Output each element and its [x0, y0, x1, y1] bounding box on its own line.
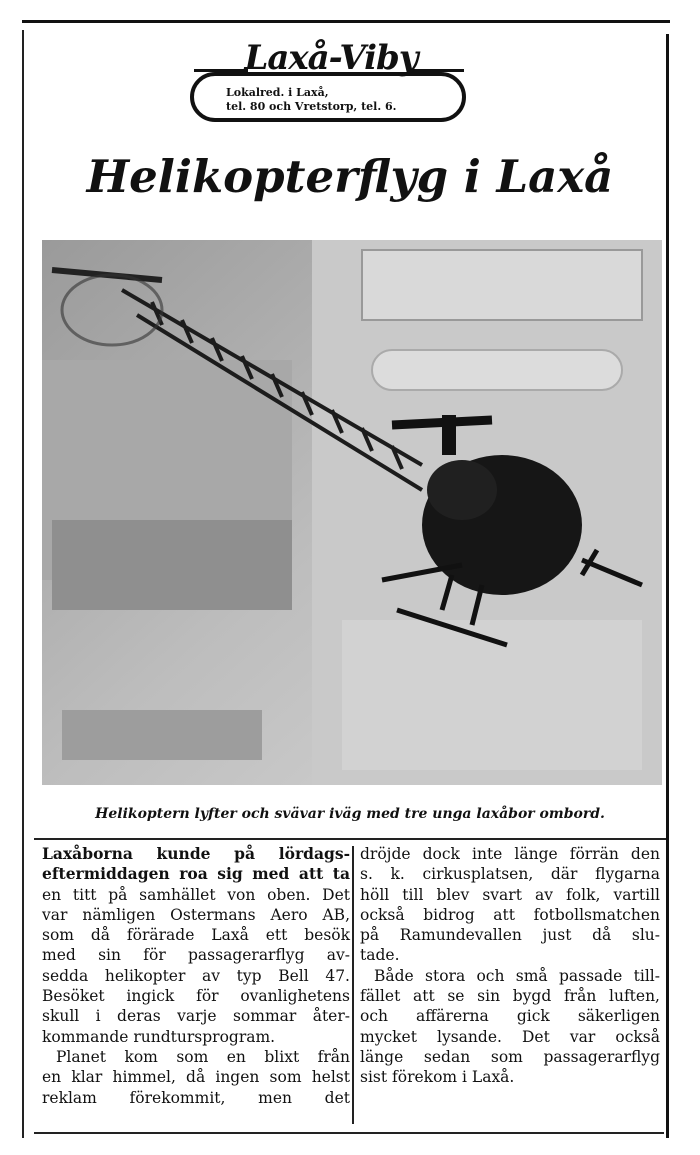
article-line: också bidrog att fotbollsmatchen: [360, 905, 660, 924]
headline: Helikopterflyg i Laxå: [86, 150, 614, 203]
article-line: tade.: [360, 946, 400, 965]
masthead-contact-line-1: Lokalred. i Laxå,: [226, 86, 329, 99]
article-line: med sin för passagerarflyg av-: [42, 946, 350, 965]
article-line: sist förekom i Laxå.: [360, 1068, 515, 1087]
article-line: och affärerna gick säkerligen: [360, 1007, 660, 1026]
article-line: Både stora och små passade till-: [374, 966, 660, 985]
article-line: sedda helikopter av typ Bell 47.: [42, 966, 350, 985]
article-line: Planet kom som en blixt från: [56, 1047, 350, 1066]
article-line: som då förärade Laxå ett besök: [42, 926, 350, 945]
article-line: eftermiddagen roa sig med att ta: [42, 864, 350, 884]
article-line: dröjde dock inte länge förrän den: [360, 845, 660, 863]
frame-bottom-rule: [34, 1132, 664, 1134]
helicopter-photo: [42, 240, 662, 785]
article-line: skull i deras varje sommar åter-: [42, 1007, 350, 1026]
article-line: s. k. cirkusplatsen, där flygarna: [360, 865, 660, 884]
article-line: var nämligen Ostermans Aero AB,: [42, 905, 350, 924]
column-divider: [352, 846, 354, 1124]
frame-top-rule: [22, 20, 670, 23]
article-line: Laxåborna kunde på lördags-: [42, 844, 350, 863]
article-column-right: [360, 844, 660, 1088]
article-line: fället att se sin bygd från luften,: [360, 987, 660, 1006]
article-line: mycket lysande. Det var också: [360, 1027, 660, 1046]
section-masthead: [190, 38, 472, 128]
article-line: på Ramundevallen just då slu-: [360, 926, 660, 945]
article-line: kommande rundtursprogram.: [42, 1027, 276, 1046]
article-line: Besöket ingick för ovanlighetens: [42, 987, 350, 1006]
article-column-left: [42, 844, 350, 1108]
caption-rule: [34, 838, 666, 840]
article-line: länge sedan som passagerarflyg: [360, 1047, 660, 1066]
article-line: höll till blev svart av folk, vartill: [360, 885, 660, 904]
helicopter-illustration: [42, 240, 662, 785]
photo-caption: Helikoptern lyfter och svävar iväg med tre unga laxåbor ombord.: [95, 806, 605, 822]
article-line: reklam förekommit, men det: [42, 1088, 350, 1107]
article-line: en titt på samhället von oben. Det: [42, 885, 350, 904]
masthead-contact-line-2: tel. 80 och Vretstorp, tel. 6.: [226, 100, 397, 113]
masthead-title: Laxå-Viby: [244, 38, 418, 78]
article-line: en klar himmel, då ingen som helst: [42, 1068, 350, 1087]
